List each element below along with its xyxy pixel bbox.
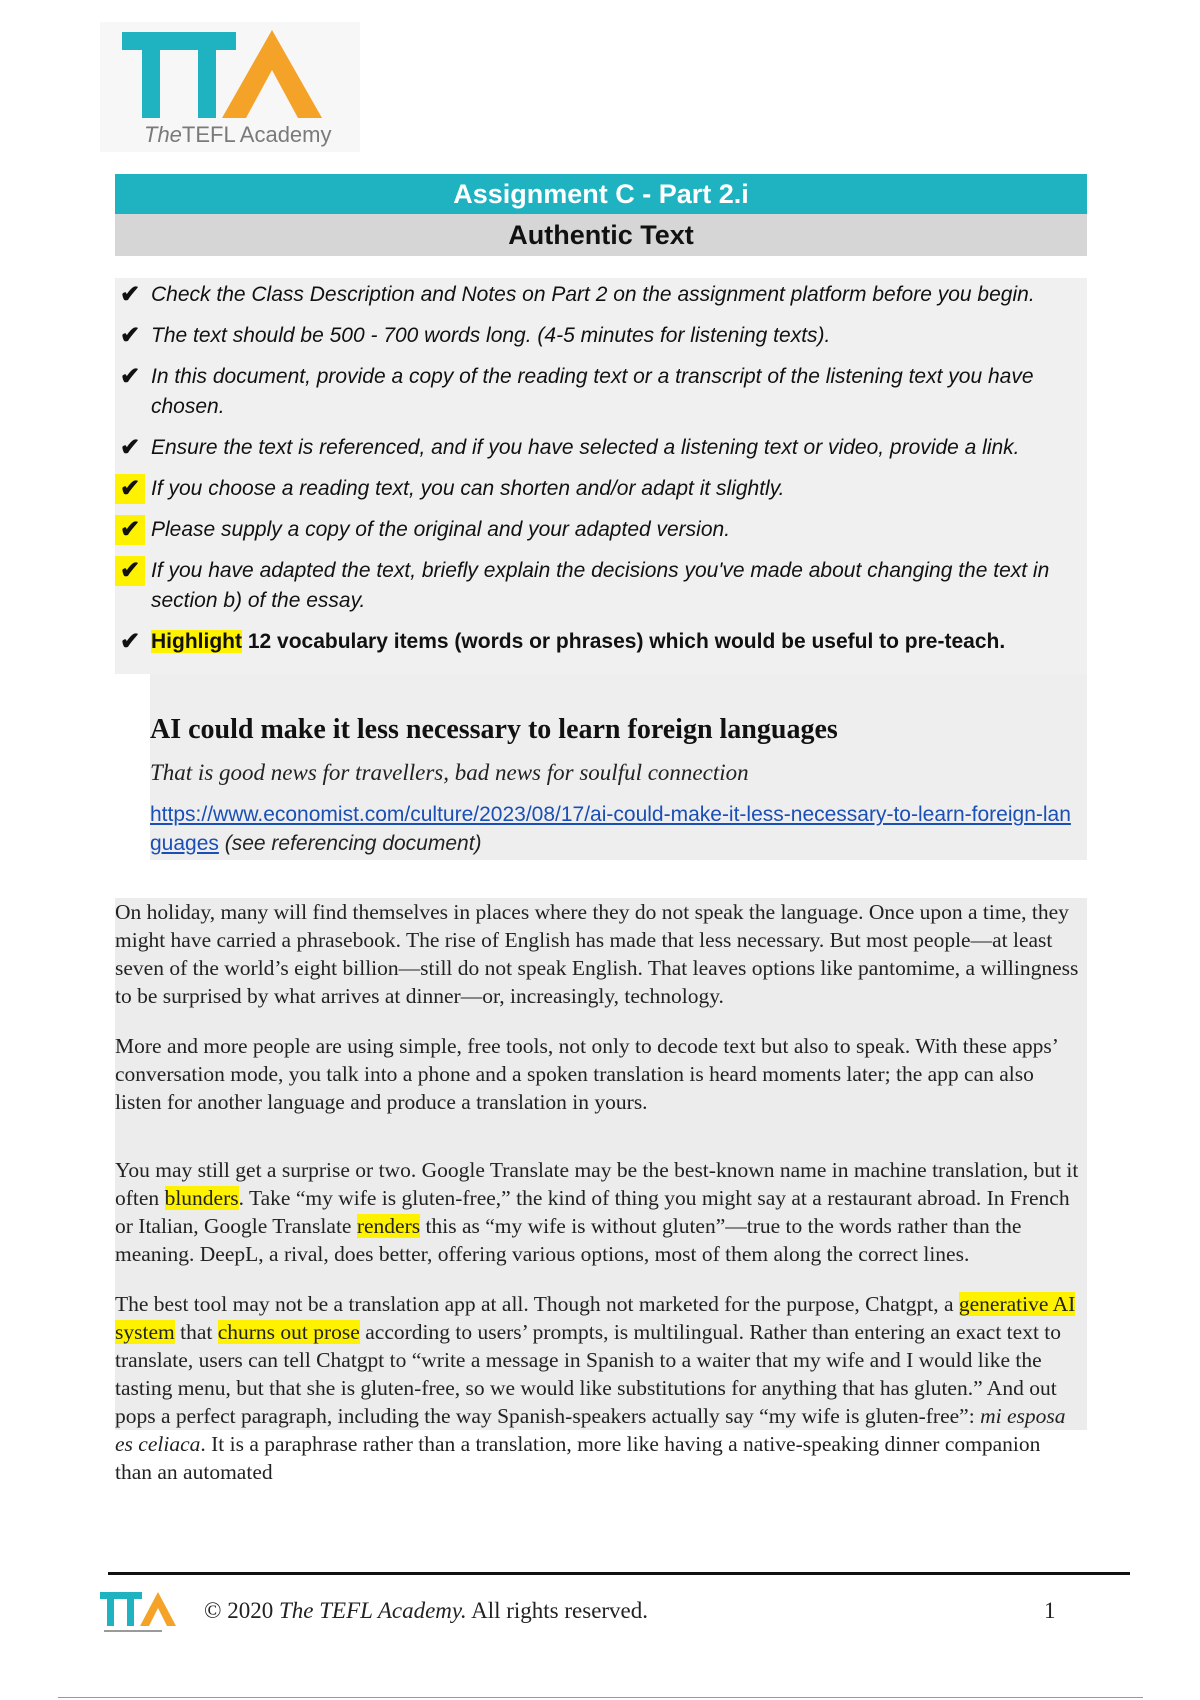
article-headline: AI could make it less necessary to learn foreign languages bbox=[150, 714, 838, 745]
article-standfirst: That is good news for travellers, bad news for soulful connection bbox=[150, 760, 749, 785]
check-icon: ✔ bbox=[119, 628, 141, 655]
checklist-item: ✔ If you have adapted the text, briefly explain the decisions you've made about changing the text in section b) of the essay. bbox=[115, 556, 1087, 616]
check-icon: ✔ bbox=[119, 281, 141, 308]
assignment-title: Assignment C - Part 2.i bbox=[115, 174, 1087, 214]
vocab-highlight: churns out prose bbox=[217, 1320, 360, 1344]
checklist-item-highlight: ✔ Highlight 12 vocabulary items (words or phrases) which would be useful to pre-teach. bbox=[115, 627, 1087, 657]
check-icon: ✔ bbox=[115, 515, 145, 545]
vocab-highlight: renders bbox=[356, 1214, 421, 1238]
tta-logo-mark bbox=[122, 30, 342, 122]
footer-divider bbox=[108, 1572, 1130, 1575]
article-body bbox=[115, 898, 1087, 1484]
page-bottom-rule bbox=[58, 1697, 1143, 1698]
paragraph: More and more people are using simple, free tools, not only to decode text but also to speak. With these apps’ conversation mode, you talk into a phone and a spoken translation is heard moments later; the app can also listen for another language and produce a translation in yours. bbox=[115, 1034, 1058, 1114]
copyright-notice: © 2020 The TEFL Academy. All rights reserved. bbox=[204, 1598, 649, 1623]
check-icon: ✔ bbox=[119, 434, 141, 461]
page-number: 1 bbox=[1044, 1598, 1056, 1623]
tefl-academy-logo bbox=[100, 22, 360, 152]
checklist-item: ✔ Check the Class Description and Notes on Part 2 on the assignment platform before you begin. bbox=[115, 280, 1087, 310]
checklist-item: ✔ In this document, provide a copy of the reading text or a transcript of the listening text you have chosen. bbox=[115, 362, 1087, 422]
footer-logo bbox=[100, 1590, 180, 1636]
article-link[interactable]: https://www.economist.com/culture/2023/08/17/ai-could-make-it-less-necessary-to-learn-foreign-languages bbox=[150, 803, 1071, 855]
check-icon: ✔ bbox=[115, 556, 145, 586]
check-icon: ✔ bbox=[115, 474, 145, 504]
paragraph: The best tool may not be a translation app at all. Though not marketed for the purpose, Chatgpt, a generative AI system that churns out prose according to users’ prompts, is multilingual. Rather than entering an exact text to translate, users can tell Chatgpt to “write a message in Spanish to a waiter that my wife and I would like the tasting menu, but that she is gluten-free, so we would like substitutions for anything that has gluten.” And out pops a perfect paragraph, including the way Spanish-speakers actually say “my wife is gluten-free”: mi esposa es celiaca. It is a paraphrase rather than a translation, more like having a native-speaking dinner companion than an automated bbox=[115, 1292, 1076, 1484]
article-header bbox=[150, 674, 1087, 860]
paragraph: On holiday, many will find themselves in places where they do not speak the language. Once upon a time, they might have carried a phrasebook. The rise of English has made that less necessary. But most people—at least seven of the world’s eight billion—still do not speak English. That leaves options like pantomime, a willingness to be surprised by what arrives at dinner—or, increasingly, technology. bbox=[115, 900, 1079, 1008]
vocab-highlight: blunders bbox=[164, 1186, 239, 1210]
checklist-item: ✔ Ensure the text is referenced, and if you have selected a listening text or video, provide a link. bbox=[115, 433, 1087, 463]
reference-note: (see referencing document) bbox=[218, 832, 482, 855]
check-icon: ✔ bbox=[119, 322, 141, 349]
article-reference bbox=[150, 800, 1080, 858]
vocab-highlight: generative AI system bbox=[115, 1292, 1076, 1344]
paragraph: You may still get a surprise or two. Google Translate may be the best-known name in machine translation, but it often blunders. Take “my wife is gluten-free,” the kind of thing you might say at a restaurant abroad. In French or Italian, Google Translate renders this as “my wife is without gluten”—true to the words rather than the meaning. DeepL, a rival, does better, offering various options, most of them along the correct lines. bbox=[115, 1158, 1079, 1266]
checklist-item: ✔ The text should be 500 - 700 words long. (4-5 minutes for listening texts). bbox=[115, 321, 1087, 351]
check-icon: ✔ bbox=[119, 363, 141, 390]
logo-subtitle: TheTEFL Academy bbox=[144, 122, 332, 147]
highlight-word: Highlight bbox=[151, 630, 242, 653]
instructions-checklist bbox=[115, 278, 1087, 674]
assignment-subtitle: Authentic Text bbox=[115, 214, 1087, 256]
checklist-item: ✔ If you choose a reading text, you can shorten and/or adapt it slightly. bbox=[115, 474, 1087, 504]
checklist-item: ✔ Please supply a copy of the original and your adapted version. bbox=[115, 515, 1087, 545]
